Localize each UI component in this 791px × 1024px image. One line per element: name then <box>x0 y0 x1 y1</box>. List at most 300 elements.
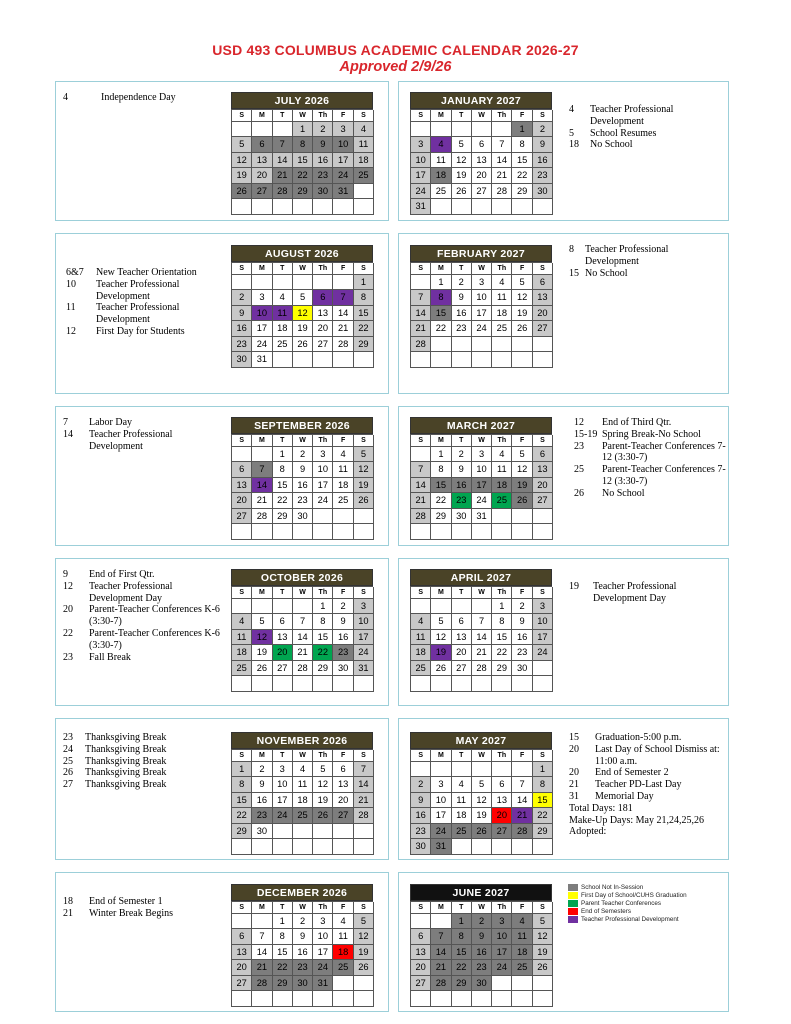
day-cell: 29 <box>273 509 293 525</box>
day-cell: 12 <box>512 290 532 306</box>
notes-december <box>63 896 223 920</box>
empty-cell <box>512 976 532 992</box>
legend-swatch <box>568 908 578 915</box>
note-text: Thanksgiving Break <box>85 743 167 755</box>
notes-may <box>569 732 724 838</box>
empty-cell <box>512 839 532 855</box>
weekday-header: T <box>273 587 293 599</box>
empty-cell <box>411 676 431 692</box>
day-cell: 26 <box>232 184 252 200</box>
day-cell: 22 <box>492 645 512 661</box>
day-cell: 23 <box>232 337 252 353</box>
day-cell: 2 <box>533 122 553 138</box>
note-date: 24 <box>63 743 73 755</box>
day-cell: 4 <box>512 914 532 930</box>
day-cell: 26 <box>354 493 374 509</box>
legend-label: First Day of School/CUHS Graduation <box>581 891 687 899</box>
calendar-note <box>569 581 719 605</box>
weekday-header: S <box>533 110 553 122</box>
empty-cell <box>411 447 431 463</box>
calendar-note <box>66 326 221 338</box>
day-cell: 12 <box>232 153 252 169</box>
day-cell: 29 <box>354 337 374 353</box>
day-cell: 9 <box>293 462 313 478</box>
weekday-header: S <box>411 587 431 599</box>
day-cell: 7 <box>333 290 353 306</box>
day-cell: 4 <box>411 614 431 630</box>
calendar-january-2027 <box>410 92 552 215</box>
empty-cell <box>492 976 512 992</box>
day-cell: 8 <box>431 462 451 478</box>
day-cell: 22 <box>512 168 532 184</box>
day-cell: 30 <box>333 661 353 677</box>
empty-cell <box>472 599 492 615</box>
calendar-note <box>63 628 223 652</box>
day-cell: 27 <box>333 808 353 824</box>
note-text: First Day for Students <box>96 325 185 337</box>
calendar-march-2027 <box>410 417 552 540</box>
legend-item <box>568 892 687 900</box>
day-cell: 23 <box>452 493 472 509</box>
empty-cell <box>293 199 313 215</box>
weekday-header: W <box>472 435 492 447</box>
notes-february <box>569 244 719 279</box>
day-cell: 2 <box>293 914 313 930</box>
day-cell: 28 <box>354 808 374 824</box>
empty-cell <box>333 275 353 291</box>
day-cell: 12 <box>452 153 472 169</box>
day-cell: 24 <box>313 493 333 509</box>
day-cell: 27 <box>452 661 472 677</box>
day-cell: 17 <box>431 808 451 824</box>
weekday-header: M <box>431 263 451 275</box>
day-cell: 24 <box>472 493 492 509</box>
empty-cell <box>512 199 532 215</box>
weekday-header: S <box>354 587 374 599</box>
empty-cell <box>431 199 451 215</box>
day-cell: 24 <box>533 645 553 661</box>
day-cell: 19 <box>512 478 532 494</box>
day-cell: 9 <box>512 614 532 630</box>
calendar-note <box>569 815 724 827</box>
calendar-note <box>574 488 729 500</box>
note-date: 9 <box>63 569 68 580</box>
day-cell: 31 <box>431 839 451 855</box>
day-cell: 27 <box>492 824 512 840</box>
day-cell: 3 <box>472 275 492 291</box>
day-cell: 7 <box>354 762 374 778</box>
day-cell: 1 <box>354 275 374 291</box>
day-cell: 11 <box>492 290 512 306</box>
day-cell: 4 <box>293 762 313 778</box>
empty-cell <box>252 199 272 215</box>
weekday-header: W <box>293 110 313 122</box>
day-cell: 4 <box>354 122 374 138</box>
day-cell: 12 <box>313 777 333 793</box>
calendar-note <box>569 268 719 280</box>
calendar-note <box>569 826 724 838</box>
weekday-header: T <box>452 110 472 122</box>
empty-cell <box>533 509 553 525</box>
day-cell: 18 <box>452 808 472 824</box>
empty-cell <box>533 991 553 1007</box>
day-cell: 14 <box>411 478 431 494</box>
day-cell: 21 <box>333 321 353 337</box>
weekday-header: S <box>411 435 431 447</box>
day-cell: 23 <box>533 168 553 184</box>
notes-july <box>63 92 223 104</box>
empty-cell <box>313 275 333 291</box>
note-text: Parent-Teacher Conferences 7-12 (3:30-7) <box>602 464 726 487</box>
day-cell: 3 <box>333 122 353 138</box>
day-cell: 5 <box>452 137 472 153</box>
day-cell: 20 <box>232 493 252 509</box>
weekday-header: S <box>533 263 553 275</box>
month-header: DECEMBER 2026 <box>231 884 373 901</box>
day-cell: 9 <box>252 777 272 793</box>
calendar-may-2027 <box>410 732 552 855</box>
day-cell: 29 <box>512 184 532 200</box>
weekday-header: S <box>533 587 553 599</box>
day-cell: 14 <box>252 945 272 961</box>
weekday-header: Th <box>313 750 333 762</box>
day-cell: 10 <box>313 929 333 945</box>
day-cell: 1 <box>232 762 252 778</box>
empty-cell <box>273 275 293 291</box>
day-cell: 7 <box>411 462 431 478</box>
day-cell: 25 <box>512 960 532 976</box>
day-cell: 26 <box>472 824 492 840</box>
day-cell: 7 <box>431 929 451 945</box>
day-cell: 25 <box>431 184 451 200</box>
day-cell: 28 <box>411 509 431 525</box>
empty-cell <box>232 991 252 1007</box>
legend-item <box>568 900 687 908</box>
day-cell: 10 <box>411 153 431 169</box>
day-cell: 22 <box>533 808 553 824</box>
note-date: 12 <box>66 325 76 337</box>
day-cell: 16 <box>533 153 553 169</box>
day-cell: 13 <box>533 462 553 478</box>
calendar-note <box>574 429 729 441</box>
weekday-header: M <box>431 110 451 122</box>
day-cell: 5 <box>472 777 492 793</box>
note-text: Thanksgiving Break <box>85 755 167 767</box>
note-text: Parent-Teacher Conferences K-6 (3:30-7) <box>89 627 220 651</box>
day-cell: 13 <box>492 793 512 809</box>
day-cell: 12 <box>252 630 272 646</box>
empty-cell <box>492 122 512 138</box>
day-cell: 8 <box>452 929 472 945</box>
day-cell: 18 <box>333 478 353 494</box>
day-cell: 18 <box>492 478 512 494</box>
day-cell: 25 <box>273 337 293 353</box>
legend-item <box>568 908 687 916</box>
empty-cell <box>411 762 431 778</box>
weekday-header: M <box>252 263 272 275</box>
day-cell: 14 <box>492 153 512 169</box>
day-cell: 29 <box>293 184 313 200</box>
day-cell: 11 <box>512 929 532 945</box>
empty-cell <box>354 976 374 992</box>
day-cell: 21 <box>411 321 431 337</box>
day-cell: 18 <box>333 945 353 961</box>
note-text: No School <box>602 487 645 499</box>
day-cell: 19 <box>354 945 374 961</box>
empty-cell <box>232 599 252 615</box>
weekday-header: S <box>533 750 553 762</box>
day-cell: 8 <box>273 929 293 945</box>
day-cell: 17 <box>313 945 333 961</box>
day-cell: 2 <box>333 599 353 615</box>
day-cell: 28 <box>273 184 293 200</box>
calendar-note <box>63 756 223 768</box>
day-cell: 29 <box>452 976 472 992</box>
day-cell: 3 <box>313 914 333 930</box>
day-cell: 20 <box>333 793 353 809</box>
empty-cell <box>512 337 532 353</box>
day-cell: 27 <box>252 184 272 200</box>
empty-cell <box>354 824 374 840</box>
empty-cell <box>252 914 272 930</box>
notes-march <box>574 417 729 500</box>
note-date: 18 <box>569 139 579 151</box>
day-cell: 15 <box>232 793 252 809</box>
day-cell: 2 <box>293 447 313 463</box>
empty-cell <box>452 352 472 368</box>
day-cell: 26 <box>313 808 333 824</box>
weekday-header: T <box>273 110 293 122</box>
day-cell: 12 <box>431 630 451 646</box>
day-cell: 8 <box>533 777 553 793</box>
day-cell: 3 <box>273 762 293 778</box>
day-cell: 27 <box>533 493 553 509</box>
calendar-note <box>63 569 223 581</box>
day-cell: 5 <box>252 614 272 630</box>
day-cell: 31 <box>354 661 374 677</box>
day-cell: 8 <box>354 290 374 306</box>
day-cell: 4 <box>273 290 293 306</box>
note-text: Winter Break Begins <box>89 907 174 919</box>
empty-cell <box>533 199 553 215</box>
day-cell: 20 <box>452 645 472 661</box>
day-cell: 4 <box>492 275 512 291</box>
notes-october <box>63 569 223 663</box>
calendar-note <box>63 429 221 453</box>
empty-cell <box>333 676 353 692</box>
empty-cell <box>452 337 472 353</box>
weekday-header: T <box>273 750 293 762</box>
calendar-note <box>66 279 221 303</box>
calendar-note <box>66 267 221 279</box>
empty-cell <box>333 509 353 525</box>
day-cell: 13 <box>411 945 431 961</box>
day-cell: 30 <box>512 661 532 677</box>
day-cell: 1 <box>512 122 532 138</box>
day-cell: 28 <box>512 824 532 840</box>
day-cell: 27 <box>411 976 431 992</box>
day-cell: 29 <box>492 661 512 677</box>
calendar-note <box>569 732 724 744</box>
note-date: 6&7 <box>66 267 84 278</box>
empty-cell <box>512 676 532 692</box>
weekday-header: W <box>293 750 313 762</box>
empty-cell <box>431 352 451 368</box>
month-header: SEPTEMBER 2026 <box>231 417 373 434</box>
weekday-header: F <box>333 110 353 122</box>
day-cell: 6 <box>492 777 512 793</box>
empty-cell <box>293 352 313 368</box>
day-cell: 21 <box>431 960 451 976</box>
day-cell: 17 <box>492 945 512 961</box>
day-cell: 25 <box>293 808 313 824</box>
empty-cell <box>252 599 272 615</box>
day-cell: 9 <box>313 137 333 153</box>
empty-cell <box>452 762 472 778</box>
empty-cell <box>431 599 451 615</box>
empty-cell <box>313 199 333 215</box>
empty-cell <box>232 199 252 215</box>
day-cell: 16 <box>252 793 272 809</box>
weekday-header: F <box>333 750 353 762</box>
note-date: 14 <box>63 428 73 440</box>
legend-label: End of Semesters <box>581 907 632 915</box>
weekday-header: Th <box>313 435 333 447</box>
weekday-header: Th <box>313 587 333 599</box>
day-cell: 1 <box>313 599 333 615</box>
empty-cell <box>472 991 492 1007</box>
day-cell: 18 <box>411 645 431 661</box>
day-cell: 15 <box>512 153 532 169</box>
weekday-header: S <box>232 435 252 447</box>
calendar-september-2026 <box>231 417 373 540</box>
day-cell: 18 <box>492 306 512 322</box>
weekday-header: W <box>293 263 313 275</box>
month-header: AUGUST 2026 <box>231 245 373 262</box>
day-cell: 21 <box>512 808 532 824</box>
day-cell: 26 <box>533 960 553 976</box>
day-cell: 9 <box>533 137 553 153</box>
day-cell: 7 <box>411 290 431 306</box>
empty-cell <box>411 599 431 615</box>
empty-cell <box>533 337 553 353</box>
day-cell: 20 <box>411 960 431 976</box>
day-cell: 4 <box>452 777 472 793</box>
day-cell: 8 <box>313 614 333 630</box>
calendar-july-2026 <box>231 92 373 215</box>
day-cell: 4 <box>232 614 252 630</box>
month-header: APRIL 2027 <box>410 569 552 586</box>
day-cell: 15 <box>293 153 313 169</box>
day-cell: 26 <box>512 321 532 337</box>
empty-cell <box>293 824 313 840</box>
note-date: 21 <box>63 907 73 919</box>
day-cell: 19 <box>293 321 313 337</box>
month-header: MARCH 2027 <box>410 417 552 434</box>
day-cell: 1 <box>273 914 293 930</box>
day-cell: 1 <box>273 447 293 463</box>
month-grid <box>410 262 552 368</box>
weekday-header: T <box>273 902 293 914</box>
day-cell: 16 <box>313 153 333 169</box>
empty-cell <box>431 762 451 778</box>
calendar-note <box>569 744 724 768</box>
day-cell: 11 <box>232 630 252 646</box>
day-cell: 11 <box>452 793 472 809</box>
note-date: 20 <box>63 604 73 616</box>
month-grid <box>410 434 552 540</box>
month-grid <box>410 109 552 215</box>
day-cell: 6 <box>411 929 431 945</box>
day-cell: 31 <box>252 352 272 368</box>
calendar-december-2026 <box>231 884 373 1007</box>
day-cell: 13 <box>273 630 293 646</box>
weekday-header: S <box>533 902 553 914</box>
day-cell: 1 <box>492 599 512 615</box>
empty-cell <box>492 524 512 540</box>
day-cell: 24 <box>431 824 451 840</box>
calendar-june-2027 <box>410 884 552 1007</box>
empty-cell <box>252 991 272 1007</box>
day-cell: 17 <box>472 306 492 322</box>
month-grid <box>410 749 552 855</box>
day-cell: 10 <box>273 777 293 793</box>
weekday-header: W <box>293 587 313 599</box>
empty-cell <box>252 122 272 138</box>
weekday-header: T <box>452 902 472 914</box>
empty-cell <box>452 676 472 692</box>
empty-cell <box>293 676 313 692</box>
empty-cell <box>354 509 374 525</box>
day-cell: 1 <box>293 122 313 138</box>
day-cell: 20 <box>313 321 333 337</box>
day-cell: 23 <box>293 960 313 976</box>
day-cell: 19 <box>512 306 532 322</box>
day-cell: 9 <box>452 462 472 478</box>
notes-november <box>63 732 223 791</box>
day-cell: 22 <box>313 645 333 661</box>
day-cell: 17 <box>472 478 492 494</box>
calendar-note <box>569 104 719 128</box>
note-text: Thanksgiving Break <box>85 767 167 779</box>
note-text: Teacher Professional Development Day <box>593 581 677 604</box>
day-cell: 24 <box>472 321 492 337</box>
day-cell: 30 <box>232 352 252 368</box>
calendar-november-2026 <box>231 732 373 855</box>
day-cell: 9 <box>411 793 431 809</box>
weekday-header: M <box>252 587 272 599</box>
day-cell: 16 <box>452 478 472 494</box>
day-cell: 18 <box>232 645 252 661</box>
weekday-header: Th <box>492 902 512 914</box>
month-grid <box>231 109 373 215</box>
day-cell: 13 <box>313 306 333 322</box>
empty-cell <box>472 839 492 855</box>
day-cell: 28 <box>252 509 272 525</box>
calendar-note <box>569 244 719 268</box>
day-cell: 31 <box>472 509 492 525</box>
day-cell: 4 <box>333 914 353 930</box>
note-text: Teacher Professional Development <box>89 428 173 452</box>
note-date: 25 <box>63 755 73 767</box>
day-cell: 10 <box>333 137 353 153</box>
day-cell: 6 <box>313 290 333 306</box>
empty-cell <box>333 991 353 1007</box>
empty-cell <box>333 839 353 855</box>
empty-cell <box>293 524 313 540</box>
legend-item <box>568 916 687 924</box>
day-cell: 2 <box>232 290 252 306</box>
